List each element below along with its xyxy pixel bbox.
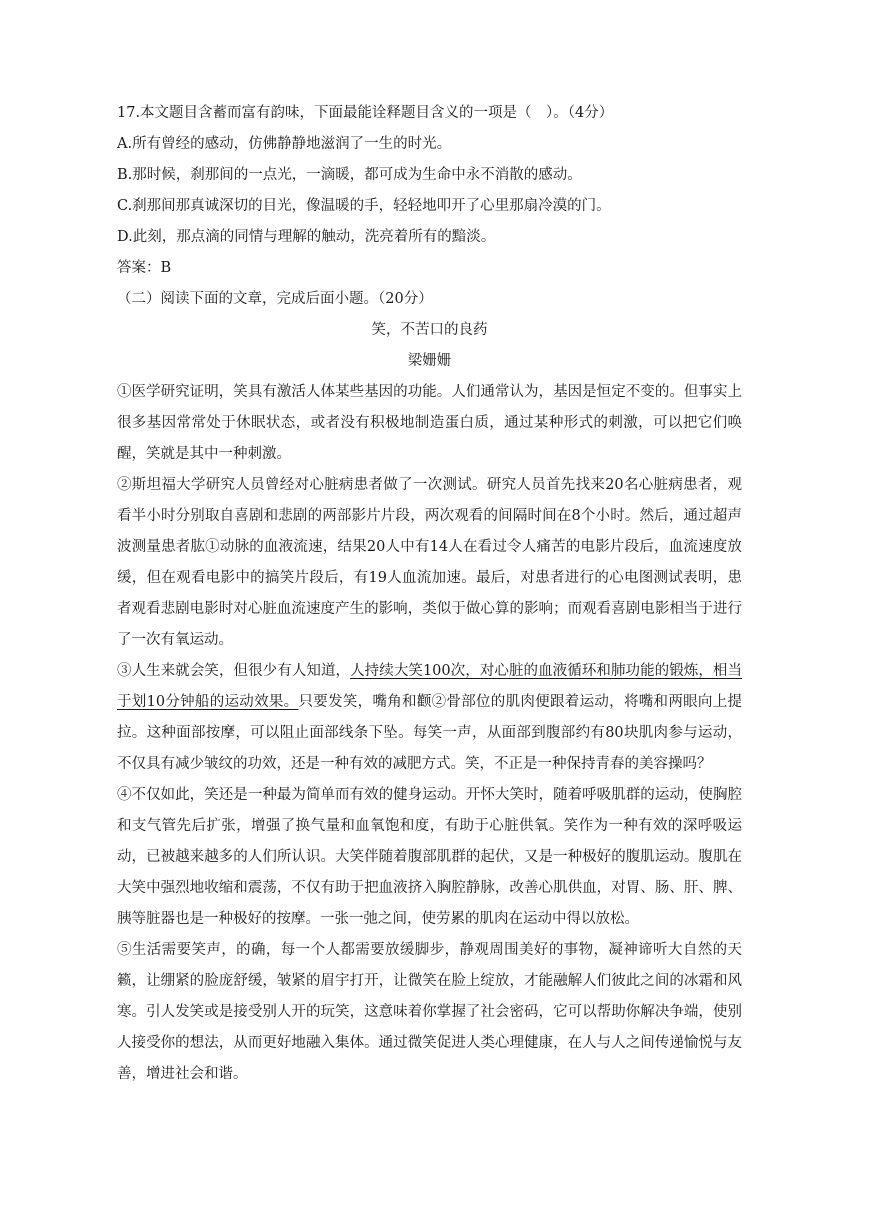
option-c: C.刹那间那真诚深切的目光，像温暖的手，轻轻地叩开了心里那扇冷漠的门。 <box>117 198 611 214</box>
paragraph-3-rest: 只要发笑，嘴角和颧②骨部位的肌肉便跟着运动，将嘴和两眼向上提拉。这种面部按摩，可以阻止面部线条下坠。每笑一声，从面部到腹部约有80块肌肉参与运动，不仅具有减少皱纹的功效，还是一种有效的减肥方式。笑，不正是一种保持青春的美容操吗？ <box>117 694 743 772</box>
section-heading: （二）阅读下面的文章，完成后面小题。（20分） <box>117 291 433 307</box>
answer: 答案：B <box>117 260 172 276</box>
paragraph-1: ①医学研究证明，笑具有激活人体某些基因的功能。人们通常认为，基因是恒定不变的。但事实上很多基因常常处于休眠状态，或者没有积极地制造蛋白质，通过某种形式的刺激，可以把它们唤醒，笑就是其中一种刺激。 <box>117 384 742 462</box>
option-b: B.那时候，刹那间的一点光，一滴暖，都可成为生命中永不消散的感动。 <box>117 167 582 183</box>
paragraph-2: ②斯坦福大学研究人员曾经对心脏病患者做了一次测试。研究人员首先找来20名心脏病患者，观看半小时分别取自喜剧和悲剧的两部影片片段，两次观看的间隔时间在8个小时。然后，通过超声波测量患者肱①动脉的血液流速，结果20人中有14人在看过令人痛苦的电影片段后，血流速度放缓，但在观看电影中的搞笑片段后，有19人血流加速。最后，对患者进行的心电图测试表明，患者观看悲剧电影时对心脏血流速度产生的影响，类似于做心算的影响；而观看喜剧电影相当于进行了一次有氧运动。 <box>117 477 742 648</box>
question-stem: 17.本文题目含蓄而富有韵味，下面最能诠释题目含义的一项是（ ）。（4分） <box>117 105 614 121</box>
option-a: A.所有曾经的感动，仿佛静静地滋润了一生的时光。 <box>117 136 452 152</box>
paragraph-5: ⑤生活需要笑声，的确，每一个人都需要放缓脚步，静观周围美好的事物，凝神谛听大自然的天籁，让绷紧的脸庞舒缓，皱紧的眉宇打开，让微笑在脸上绽放，才能融解人们彼此之间的冰霜和风寒。引人发笑或是接受别人开的玩笑，这意味着你掌握了社会密码，它可以帮助你解决争端，使别人接受你的想法，从而更好地融入集体。通过微笑促进人类心理健康，在人与人之间传递愉悦与友善，增进社会和谐。 <box>117 942 742 1082</box>
article-title: 笑，不苦口的良药 <box>371 322 488 338</box>
paragraph-3-lead: ③人生来就会笑，但很少有人知道， <box>117 663 351 679</box>
paragraph-4: ④不仅如此，笑还是一种最为简单而有效的健身运动。开怀大笑时，随着呼吸肌群的运动，使胸腔和支气管先后扩张，增强了换气量和血氧饱和度，有助于心脏供氧。笑作为一种有效的深呼吸运动，已被越来越多的人们所认识。大笑伴随着腹部肌群的起伏，又是一种极好的腹肌运动。腹肌在大笑中强烈地收缩和震荡，不仅有助于把血液挤入胸腔静脉，改善心肌供血，对胃、肠、肝、脾、胰等脏器也是一种极好的按摩。一张一弛之间，使劳累的肌肉在运动中得以放松。 <box>117 787 742 927</box>
option-d: D.此刻，那点滴的同情与理解的触动，洗亮着所有的黯淡。 <box>117 229 496 245</box>
paragraph-3-underlined: 人持续大笑100次，对心脏的血液循环和肺功能的锻炼，相当于划10分钟船的运动效果。 <box>117 663 742 710</box>
article-author: 梁姗姗 <box>407 353 452 369</box>
paragraph-3 <box>117 656 742 780</box>
document-page <box>117 98 742 1090</box>
